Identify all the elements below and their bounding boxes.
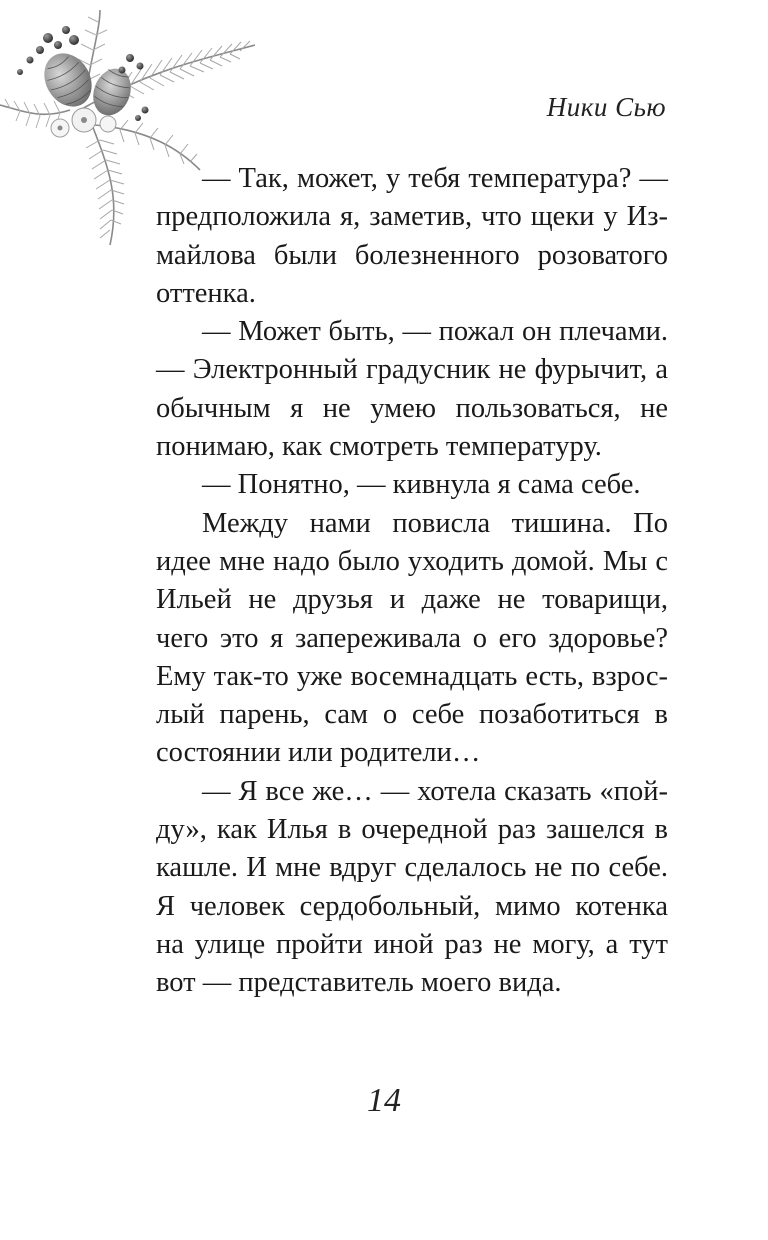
paragraph: — Понятно, — кивнула я сама себе. bbox=[202, 469, 641, 501]
paragraph: — Я все же… — хотела сказать «пойду», как Илья в очередной раз зашелся в кашле. И мне вдруг сделалось не по себе. Я человек сердобольный, мимо котенка на улице пройти иной раз не могу, а тут вот — представитель моего вида. bbox=[156, 775, 668, 999]
paragraph: Между нами повисла тишина. По идее мне надо было уходить домой. Мы с Ильей не друзья и даже не товарищи, чего это я запереживала о его здоровье? Ему так-то уже восемнадцать есть, взрослый парень, сам о себе позаботиться в состоянии или родители… bbox=[156, 507, 668, 769]
page-number: 14 bbox=[367, 1082, 401, 1119]
paragraph: — Может быть, — пожал он плечами. — Электронный градусник не фурычит, а обычным я не умею пользоваться, не понимаю, как смотреть температуру. bbox=[156, 316, 668, 463]
paragraph: — Так, может, у тебя температура? — предположила я, заметив, что щеки у Измайлова были болезненного розоватого оттенка. bbox=[156, 163, 668, 309]
body-text bbox=[156, 160, 668, 1003]
running-header-author: Ники Сью bbox=[546, 92, 666, 122]
